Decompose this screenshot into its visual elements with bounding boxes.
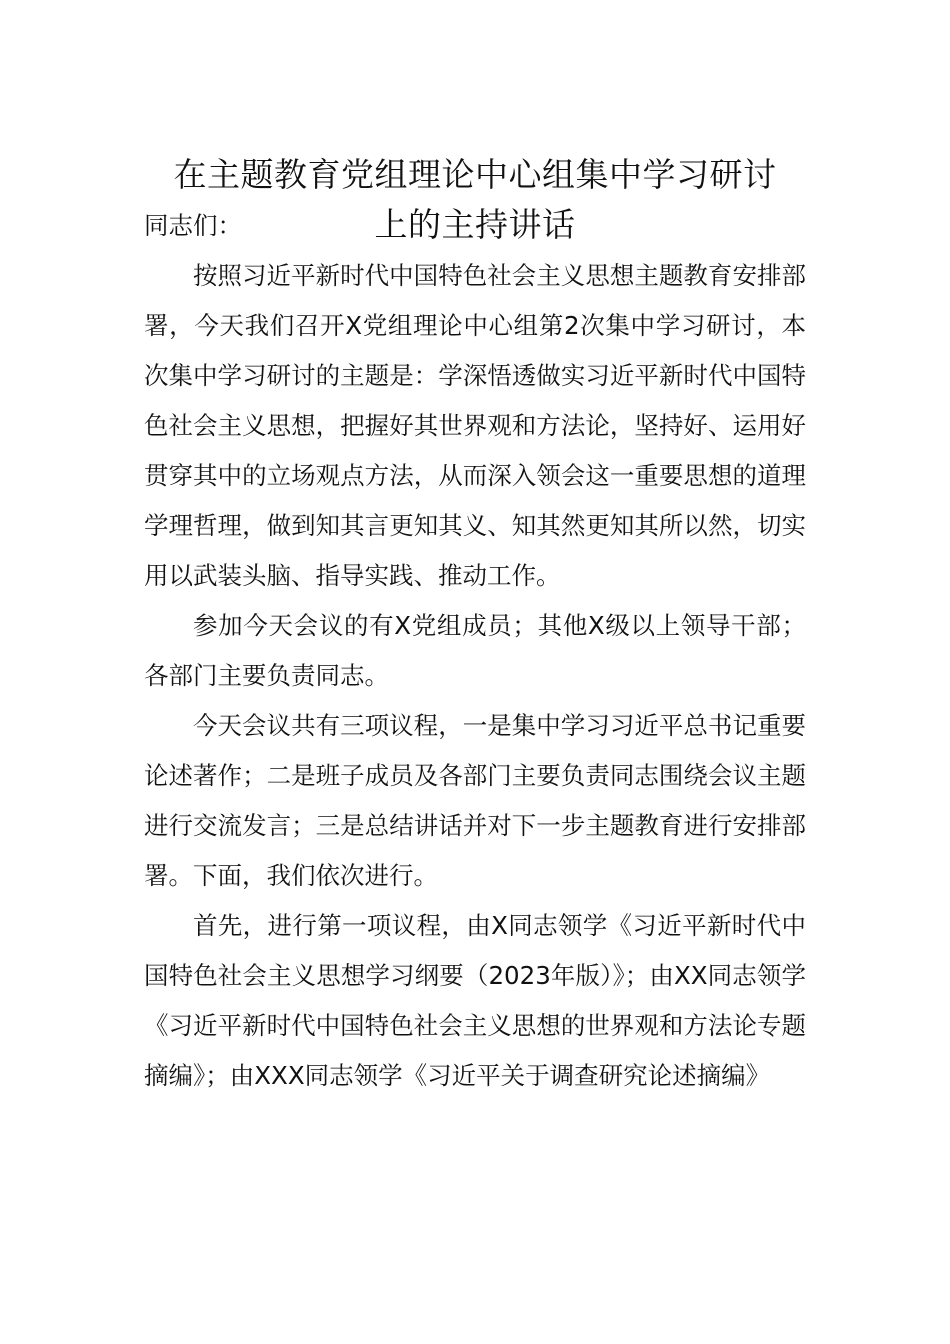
title-line-2: 上的主持讲话 [374, 205, 576, 245]
paragraph-3: 今天会议共有三项议程，一是集中学习习近平总书记重要论述著作；二是班子成员及各部门主要负责同志围绕会议主题进行交流发言；三是总结讲话并对下一步主题教育进行安排部署。下面，我们依次进行。 [144, 711, 806, 890]
salutation: 同志们： [144, 211, 242, 240]
paragraph-2: 参加今天会议的有X党组成员；其他X级以上领导干部；各部门主要负责同志。 [144, 611, 806, 690]
document-body [144, 201, 806, 1101]
title-line-1: 在主题教育党组理论中心组集中学习研讨 [173, 155, 777, 195]
paragraph-4: 首先，进行第一项议程，由X同志领学《习近平新时代中国特色社会主义思想学习纲要（2023年版）》；由XX同志领学《习近平新时代中国特色社会主义思想的世界观和方法论专题摘编》；由XXX同志领学《习近平关于调查研究论述摘编》 [144, 911, 806, 1090]
paragraph-1: 按照习近平新时代中国特色社会主义思想主题教育安排部署，今天我们召开X党组理论中心组第2次集中学习研讨，本次集中学习研讨的主题是：学深悟透做实习近平新时代中国特色社会主义思想，把握好其世界观和方法论，坚持好、运用好贯穿其中的立场观点方法，从而深入领会这一重要思想的道理学理哲理，做到知其言更知其义、知其然更知其所以然，切实用以武装头脑、指导实践、推动工作。 [144, 261, 806, 590]
